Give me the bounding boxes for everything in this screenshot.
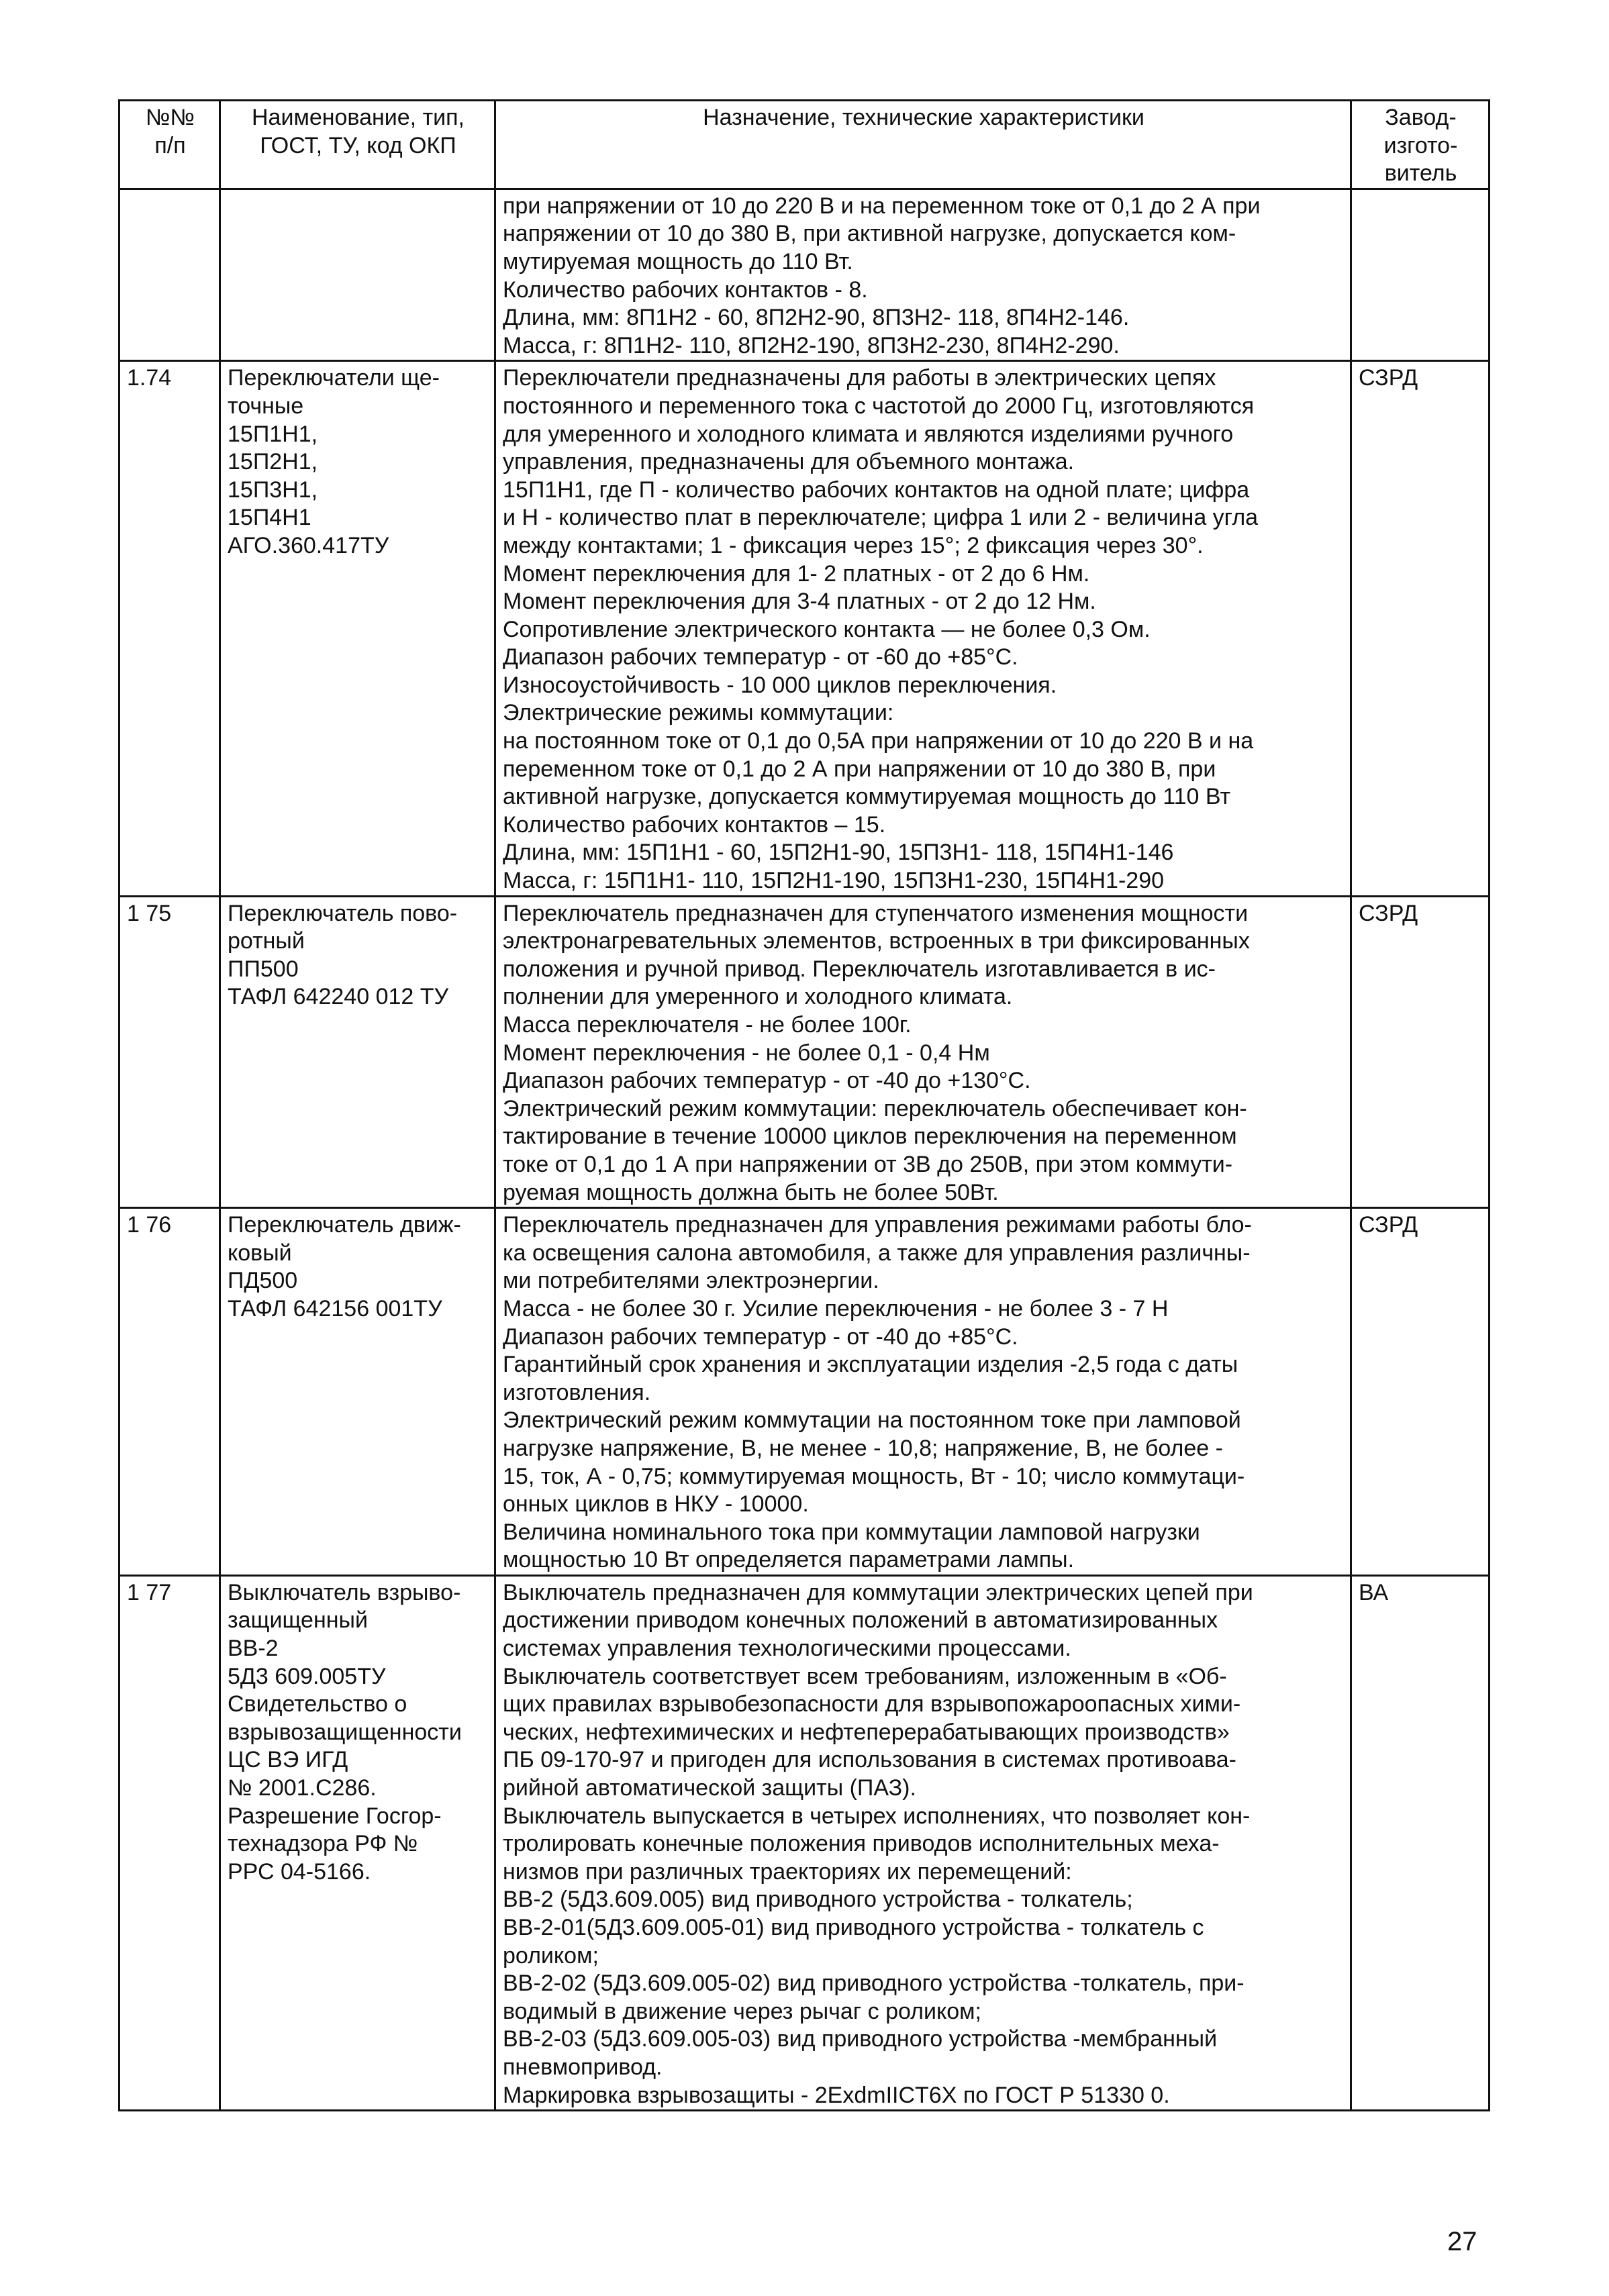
description-line: Количество рабочих контактов - 8. <box>503 277 868 303</box>
row-maker <box>1351 189 1490 361</box>
description-line: Диапазон рабочих температур - от -60 до +85°С. <box>503 644 1018 670</box>
description-line: на постоянном токе от 0,1 до 0,5А при напряжении от 10 до 220 В и на <box>503 728 1254 754</box>
table-row <box>119 1208 1490 1576</box>
description-line: Масса, г: 8П1Н2- 110, 8П2Н2-190, 8П3Н2-230, 8П4Н2-290. <box>503 332 1120 358</box>
description-line: активной нагрузке, допускается коммутируемая мощность до 110 Вт <box>503 784 1231 810</box>
table-row <box>119 1575 1490 2110</box>
description-line: для умеренного и холодного климата и являются изделиями ручного <box>503 421 1234 447</box>
row-description <box>495 1575 1351 2110</box>
description-line: переменном токе от 0,1 до 2 А при напряжении от 10 до 380 В, при <box>503 756 1216 782</box>
description-line: Длина, мм: 8П1Н2 - 60, 8П2Н2-90, 8П3Н2- 118, 8П4Н2-146. <box>503 305 1130 331</box>
description-line: мутируемая мощность до 110 Вт. <box>503 248 853 274</box>
description-line: изготовления. <box>503 1379 651 1405</box>
description-line: руемая мощность должна быть не более 50Вт. <box>503 1179 999 1205</box>
description-line: 15, ток, А - 0,75; коммутируемая мощность, Вт - 10; число коммутаци- <box>503 1463 1245 1489</box>
description-line: Количество рабочих контактов – 15. <box>503 811 886 838</box>
description-line: ка освещения салона автомобиля, а также для управления различны- <box>503 1240 1251 1266</box>
description-line: Диапазон рабочих температур - от -40 до +85°С. <box>503 1324 1018 1350</box>
description-line: рийной автоматической защиты (ПАЗ). <box>503 1775 916 1801</box>
description-line: роликом; <box>503 1942 599 1968</box>
description-line: Масса - не более 30 г. Усилие переключения - не более 3 - 7 Н <box>503 1295 1169 1321</box>
row-name: Выключатель взрыво- защищенный ВВ-2 5Д3 609.005ТУ Свидетельство о взрывозащищенности ЦС ВЭ ИГД № 2001.С286. Разрешение Госгор- технадзора РФ № РРС 04-5166. <box>220 1575 495 2110</box>
description-line: Сопротивление электрического контакта — не более 0,3 Ом. <box>503 616 1151 642</box>
description-line: системах управления технологическими процессами. <box>503 1636 1071 1662</box>
description-line: Выключатель выпускается в четырех исполнениях, что позволяет кон- <box>503 1803 1251 1829</box>
description-line: низмов при различных траекториях их перемещений: <box>503 1858 1072 1885</box>
description-line: Выключатель соответствует всем требованиям, изложенным в «Об- <box>503 1663 1227 1689</box>
description-line: напряжении от 10 до 380 В, при активной нагрузке, допускается ком- <box>503 221 1236 247</box>
description-line: и Н - количество плат в переключателе; цифра 1 или 2 - величина угла <box>503 505 1259 531</box>
row-maker: СЗРД <box>1351 896 1490 1208</box>
description-line: Масса переключателя - не более 100г. <box>503 1012 912 1038</box>
description-line: полнении для умеренного и холодного климата. <box>503 984 1013 1010</box>
description-line: Величина номинального тока при коммутации ламповой нагрузки <box>503 1519 1200 1545</box>
description-line: управления, предназначены для объемного монтажа. <box>503 449 1075 475</box>
row-number: 1 76 <box>119 1208 220 1576</box>
description-line: тактирование в течение 10000 циклов переключения на переменном <box>503 1124 1237 1150</box>
table-row <box>119 896 1490 1208</box>
row-name: Переключатели ще- точные 15П1Н1, 15П2Н1, 15П3Н1, 15П4Н1 АГО.360.417ТУ <box>220 361 495 896</box>
description-line: Диапазон рабочих температур - от -40 до +130°С. <box>503 1068 1031 1094</box>
header-num: №№ п/п <box>119 101 220 189</box>
description-line: Переключатель предназначен для ступенчатого изменения мощности <box>503 900 1249 926</box>
description-line: достижении приводом конечных положений в автоматизированных <box>503 1607 1218 1634</box>
description-line: Момент переключения - не более 0,1 - 0,4 Нм <box>503 1040 990 1066</box>
row-number: 1 77 <box>119 1575 220 2110</box>
table-row <box>119 361 1490 896</box>
description-line: мощностью 10 Вт определяется параметрами лампы. <box>503 1547 1075 1573</box>
description-line: электронагревательных элементов, встроенных в три фиксированных <box>503 928 1250 954</box>
description-line: Масса, г: 15П1Н1- 110, 15П2Н1-190, 15П3Н1-230, 15П4Н1-290 <box>503 868 1165 894</box>
table-row <box>119 189 1490 361</box>
row-maker: СЗРД <box>1351 361 1490 896</box>
header-maker: Завод- изгото- витель <box>1351 101 1490 189</box>
description-line: положения и ручной привод. Переключатель изготавливается в ис- <box>503 956 1216 982</box>
description-line: Переключатели предназначены для работы в электрических цепях <box>503 365 1216 391</box>
row-name: Переключатель пово- ротный ПП500 ТАФЛ 642240 012 ТУ <box>220 896 495 1208</box>
description-line: Электрический режим коммутации: переключатель обеспечивает кон- <box>503 1095 1247 1121</box>
description-line: при напряжении от 10 до 220 В и на переменном токе от 0,1 до 2 А при <box>503 193 1261 219</box>
description-line: Электрические режимы коммутации: <box>503 700 894 726</box>
description-line: нагрузке напряжение, В, не менее - 10,8; напряжение, В, не более - <box>503 1435 1223 1461</box>
catalog-table <box>118 99 1490 2111</box>
description-line: ческих, нефтехимических и нефтеперерабатывающих производств» <box>503 1719 1230 1745</box>
description-line: онных циклов в НКУ - 10000. <box>503 1491 809 1517</box>
row-name <box>220 189 495 361</box>
description-line: Гарантийный срок хранения и эксплуатации изделия -2,5 года с даты <box>503 1352 1238 1378</box>
description-line: ВВ-2-03 (5Д3.609.005-03) вид приводного устройства -мембранный <box>503 2026 1218 2052</box>
description-line: Износоустойчивость - 10 000 циклов переключения. <box>503 672 1057 698</box>
description-line: токе от 0,1 до 1 А при напряжении от 3В до 250В, при этом коммути- <box>503 1151 1233 1177</box>
header-name: Наименование, тип, ГОСТ, ТУ, код ОКП <box>220 101 495 189</box>
table-header-row <box>119 101 1490 189</box>
description-line: Момент переключения для 3-4 платных - от 2 до 12 Нм. <box>503 589 1096 615</box>
header-purpose: Назначение, технические характеристики <box>495 101 1351 189</box>
description-line: между контактами; 1 - фиксация через 15°; 2 фиксация через 30°. <box>503 532 1204 558</box>
description-line: 15П1Н1, где П - количество рабочих контактов на одной плате; цифра <box>503 477 1250 503</box>
description-line: ПБ 09-170-97 и пригоден для использования в системах противоава- <box>503 1747 1236 1773</box>
table-body <box>119 189 1490 2110</box>
description-line: Переключатель предназначен для управления режимами работы бло- <box>503 1212 1252 1238</box>
description-line: ВВ-2-01(5Д3.609.005-01) вид приводного устройства - толкатель с <box>503 1915 1204 1940</box>
row-number <box>119 189 220 361</box>
description-line: ми потребителями электроэнергии. <box>503 1268 879 1294</box>
description-line: Электрический режим коммутации на постоянном токе при ламповой <box>503 1407 1241 1434</box>
description-line: Маркировка взрывозащиты - 2ExdmIICT6X по ГОСТ Р 51330 0. <box>503 2082 1170 2108</box>
row-maker: ВА <box>1351 1575 1490 2110</box>
row-maker: СЗРД <box>1351 1208 1490 1576</box>
row-name: Переключатель движ- ковый ПД500 ТАФЛ 642156 001ТУ <box>220 1208 495 1576</box>
page-number: 27 <box>1447 2227 1477 2256</box>
description-line: тролировать конечные положения приводов исполнительных меха- <box>503 1831 1220 1857</box>
description-line: Длина, мм: 15П1Н1 - 60, 15П2Н1-90, 15П3Н1- 118, 15П4Н1-146 <box>503 840 1174 866</box>
description-line: Момент переключения для 1- 2 платных - от 2 до 6 Нм. <box>503 560 1090 587</box>
row-description <box>495 1208 1351 1576</box>
description-line: постоянного и переменного тока с частотой до 2000 Гц, изготовляются <box>503 393 1255 419</box>
description-line: Выключатель предназначен для коммутации электрических цепей при <box>503 1579 1253 1605</box>
row-number: 1.74 <box>119 361 220 896</box>
description-line: щих правилах взрывобезопасности для взрывопожароопасных хими- <box>503 1691 1241 1717</box>
row-description <box>495 361 1351 896</box>
description-line: ВВ-2-02 (5Д3.609.005-02) вид приводного устройства -толкатель, при- <box>503 1970 1245 1997</box>
row-description <box>495 189 1351 361</box>
description-line: ВВ-2 (5Д3.609.005) вид приводного устройства - толкатель; <box>503 1887 1133 1913</box>
row-description <box>495 896 1351 1208</box>
row-number: 1 75 <box>119 896 220 1208</box>
description-line: пневмопривод. <box>503 2054 663 2080</box>
description-line: водимый в движение через рычаг с роликом; <box>503 1998 981 2024</box>
